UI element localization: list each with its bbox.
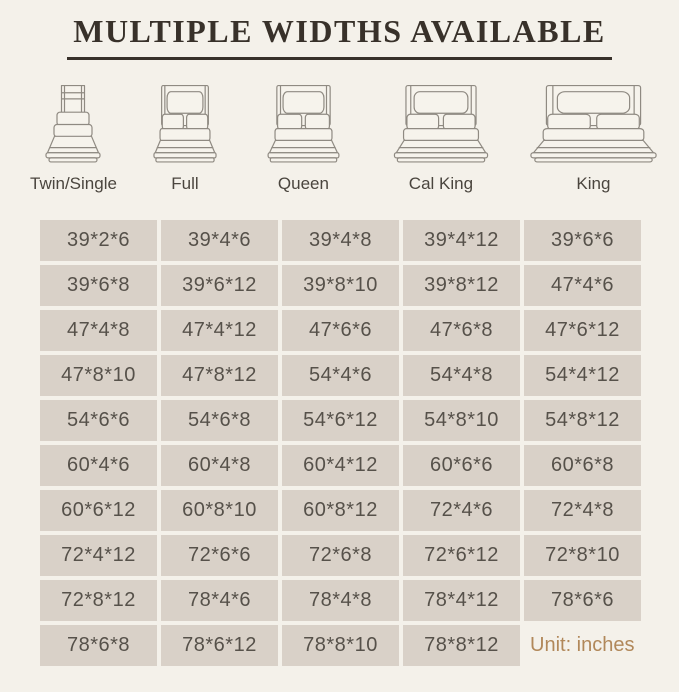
bed-figure-queen	[267, 84, 340, 194]
size-cell: 47*8*12	[161, 355, 278, 396]
size-cell: 54*4*8	[403, 355, 520, 396]
size-cell: 54*8*12	[524, 400, 641, 441]
size-cell: 72*4*12	[40, 535, 157, 576]
page-title: MULTIPLE WIDTHS AVAILABLE	[67, 13, 612, 60]
size-cell: 72*8*12	[40, 580, 157, 621]
size-cell: 78*8*12	[403, 625, 520, 666]
bed-figure-king	[529, 84, 658, 194]
size-cell: 72*8*10	[524, 535, 641, 576]
size-cell: 72*4*8	[524, 490, 641, 531]
header	[0, 13, 679, 60]
size-cell: 39*4*6	[161, 220, 278, 261]
bed-king-icon	[529, 84, 658, 164]
unit-note: Unit: inches	[530, 634, 635, 656]
bed-size-label: Queen	[277, 174, 329, 193]
size-cell: 54*4*6	[282, 355, 399, 396]
size-cell: 47*4*8	[40, 310, 157, 351]
size-cell: 60*4*6	[40, 445, 157, 486]
size-cell: 78*6*12	[161, 625, 278, 666]
bed-figure-full	[153, 84, 217, 194]
bed-cal-king-icon	[393, 84, 489, 164]
bed-figure-cal-king	[393, 84, 489, 194]
size-cell: 72*6*6	[161, 535, 278, 576]
size-cell: 39*6*8	[40, 265, 157, 306]
size-cell: 60*6*8	[524, 445, 641, 486]
size-cell: 54*6*6	[40, 400, 157, 441]
bed-size-label: King	[576, 174, 611, 193]
size-cell: 39*2*6	[40, 220, 157, 261]
size-cell: 60*8*10	[161, 490, 278, 531]
size-cell: 39*8*10	[282, 265, 399, 306]
size-cell: 39*6*6	[524, 220, 641, 261]
size-cell: 47*6*6	[282, 310, 399, 351]
size-cell: 60*6*6	[403, 445, 520, 486]
size-cell: 72*6*8	[282, 535, 399, 576]
size-cell: 78*8*10	[282, 625, 399, 666]
size-cell: 78*6*6	[524, 580, 641, 621]
bed-size-label: Full	[171, 174, 199, 193]
size-grid	[40, 220, 641, 666]
size-cell: 60*6*12	[40, 490, 157, 531]
size-cell: 72*6*12	[403, 535, 520, 576]
bed-size-label: Cal King	[408, 174, 474, 193]
size-cell: 47*6*8	[403, 310, 520, 351]
size-cell: 47*4*12	[161, 310, 278, 351]
size-cell: 39*4*12	[403, 220, 520, 261]
bed-queen-icon	[267, 84, 340, 164]
size-cell: 60*8*12	[282, 490, 399, 531]
size-cell: 47*8*10	[40, 355, 157, 396]
size-cell: 72*4*6	[403, 490, 520, 531]
bed-full-icon	[153, 84, 217, 164]
size-cell: 78*4*12	[403, 580, 520, 621]
size-cell: 47*4*6	[524, 265, 641, 306]
size-cell: 78*6*8	[40, 625, 157, 666]
size-cell: 39*6*12	[161, 265, 278, 306]
bed-illustrations-row	[0, 82, 679, 194]
size-cell: 54*6*8	[161, 400, 278, 441]
size-cell: 39*8*12	[403, 265, 520, 306]
size-cell: 78*4*6	[161, 580, 278, 621]
bed-figure-twin-single	[30, 84, 117, 194]
bed-size-label: Twin/Single	[30, 174, 117, 193]
size-cell: 47*6*12	[524, 310, 641, 351]
size-cell: 60*4*12	[282, 445, 399, 486]
size-cell: 54*8*10	[403, 400, 520, 441]
size-cell: 54*6*12	[282, 400, 399, 441]
size-cell: 78*4*8	[282, 580, 399, 621]
size-cell: 39*4*8	[282, 220, 399, 261]
size-cell: 60*4*8	[161, 445, 278, 486]
bed-twin-single-icon	[44, 84, 102, 164]
size-cell: 54*4*12	[524, 355, 641, 396]
